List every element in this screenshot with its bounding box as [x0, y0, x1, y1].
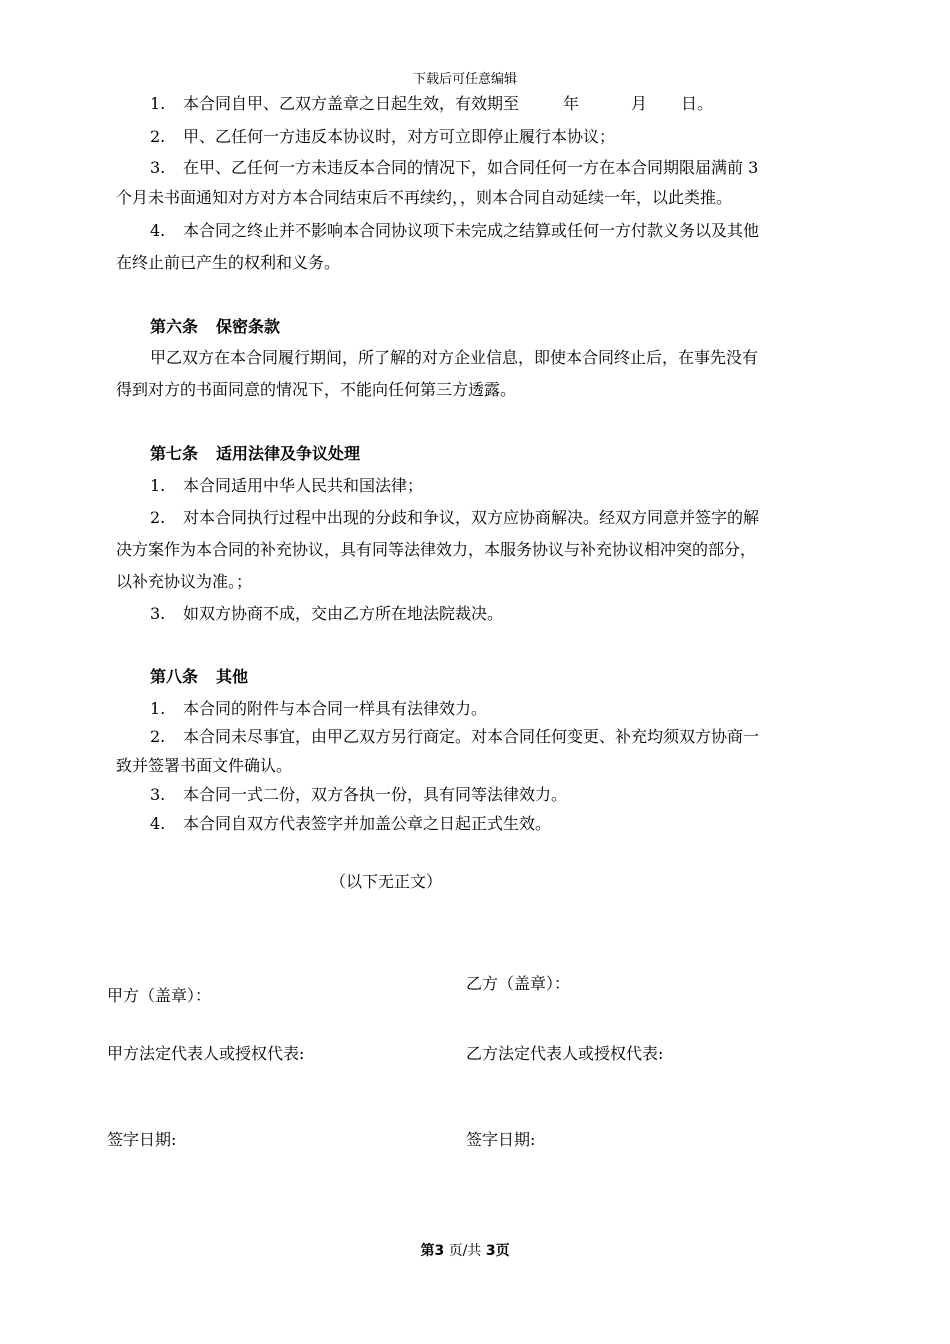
- clause-5-item-2: 2. 甲、乙任何一方违反本协议时，对方可立即停止履行本协议；: [150, 127, 616, 146]
- clause-5-item-3-line2: 个月未书面通知对方对方本合同结束后不再续约，，则本合同自动延续一年，以此类推。: [116, 188, 733, 207]
- party-a-sign-date-label: 签字日期:: [107, 1130, 177, 1149]
- party-b-sign-date-label: 签字日期:: [466, 1130, 536, 1149]
- section-8-item-2-line2: 致并签署书面文件确认。: [116, 756, 293, 775]
- section-6-heading: 第六条 保密条款: [150, 317, 281, 336]
- clause-5-item-4-line1: 4. 本合同之终止并不影响本合同协议项下未完成之结算或任何一方付款义务以及其他: [150, 221, 760, 240]
- section-6-text-line1: 甲乙双方在本合同履行期间，所了解的对方企业信息，即使本合同终止后，在事先没有: [150, 348, 759, 367]
- clause-5-item-3-line1: 3. 在甲、乙任何一方未违反本合同的情况下，如合同任何一方在本合同期限届满前 3: [150, 158, 759, 177]
- party-b-seal-label: 乙方（盖章）：: [466, 974, 571, 993]
- party-b-representative-label: 乙方法定代表人或授权代表:: [466, 1044, 664, 1063]
- clause-5-item-4-line2: 在终止前已产生的权利和义务。: [116, 253, 341, 272]
- page-number-footer: 第3 页/共 3页: [420, 1243, 510, 1259]
- party-a-seal-label: 甲方（盖章）：: [107, 986, 212, 1005]
- section-8-item-3: 3. 本合同一式二份，双方各执一份，具有同等法律效力。: [150, 785, 568, 804]
- section-7-item-1: 1. 本合同适用中华人民共和国法律；: [150, 476, 424, 495]
- no-more-text-note: （以下无正文）: [330, 872, 443, 891]
- section-7-item-2-line1: 2. 对本合同执行过程中出现的分歧和争议，双方应协商解决。经双方同意并签字的解: [150, 508, 760, 527]
- section-8-item-4: 4. 本合同自双方代表签字并加盖公章之日起正式生效。: [150, 814, 552, 833]
- clause-5-item-1: 1. 本合同自甲、乙双方盖章之日起生效，有效期至 年 月 日。: [150, 94, 714, 113]
- section-8-heading: 第八条 其他: [150, 667, 249, 686]
- section-7-item-2-line2: 决方案作为本合同的补充协议，具有同等法律效力，本服务协议与补充协议相冲突的部分，: [116, 540, 757, 559]
- section-7-item-3: 3. 如双方协商不成，交由乙方所在地法院裁决。: [150, 604, 504, 623]
- section-7-heading: 第七条 适用法律及争议处理: [150, 444, 361, 463]
- section-8-item-2-line1: 2. 本合同未尽事宜，由甲乙双方另行商定。对本合同任何变更、补充均须双方协商一: [150, 727, 760, 746]
- current-page-number: 3: [434, 1243, 445, 1259]
- section-7-item-2-line3: 以补充协议为准。；: [116, 572, 253, 591]
- party-a-representative-label: 甲方法定代表人或授权代表:: [107, 1044, 305, 1063]
- header-note: 下载后可任意编辑: [412, 72, 517, 87]
- section-6-text-line2: 得到对方的书面同意的情况下，不能向任何第三方透露。: [116, 380, 517, 399]
- section-8-item-1: 1. 本合同的附件与本合同一样具有法律效力。: [150, 699, 488, 718]
- total-page-number: 3: [485, 1243, 496, 1259]
